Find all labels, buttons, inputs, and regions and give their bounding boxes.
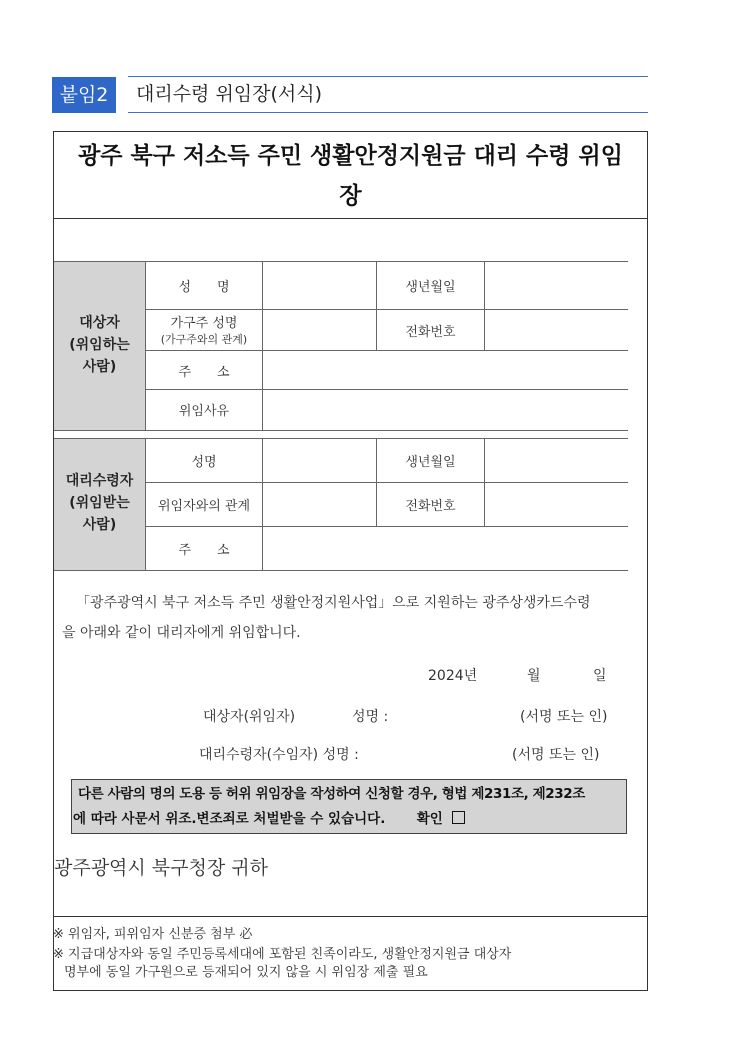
note-2-line2: 명부에 동일 가구원으로 등재되어 있지 않을 시 위임장 제출 필요 — [64, 965, 428, 980]
title-rule-top — [128, 76, 648, 77]
principal-householder-field[interactable] — [264, 311, 374, 348]
confirm-checkbox[interactable] — [452, 811, 465, 824]
agent-border-top — [54, 438, 628, 439]
principal-side-label-3: 사람) — [82, 359, 117, 375]
agent-birth-field[interactable] — [486, 440, 626, 480]
document-title — [53, 132, 648, 219]
agent-birth-label: 생년월일 — [405, 455, 456, 470]
date-month: 월 — [527, 668, 541, 684]
agent-side-label-3: 사람) — [82, 517, 117, 533]
warning-line2: 에 따라 사문서 위조.변조죄로 처벌받을 수 있습니다. — [73, 811, 386, 827]
agent-relation-label: 위임자와의 관계 — [157, 499, 251, 514]
title-rule-bottom — [128, 112, 648, 113]
agent-address-field[interactable] — [264, 528, 626, 568]
agent-signature-label: 대리수령자(수임자) 성명 : — [199, 747, 359, 763]
principal-border-bottom — [54, 430, 628, 431]
date-year: 2024년 — [428, 668, 478, 684]
document-title-line2: 장 — [339, 183, 362, 209]
principal-side-label-1: 대상자 — [79, 315, 120, 331]
agent-phone-label: 전화번호 — [405, 499, 456, 514]
confirm-label: 확인 — [416, 811, 443, 827]
principal-birth-field[interactable] — [486, 263, 626, 307]
principal-householder-label: 가구주 성명 — [170, 316, 238, 331]
principal-row-sep-2 — [145, 350, 628, 351]
agent-border-bottom — [54, 570, 628, 571]
principal-side-label — [54, 312, 145, 378]
principal-col-sep-4 — [484, 262, 485, 350]
notes-separator — [53, 916, 648, 917]
agent-signature-mark: (서명 또는 인) — [512, 747, 600, 763]
principal-row-sep-3 — [145, 389, 628, 390]
agent-phone-field[interactable] — [486, 484, 626, 524]
principal-phone-label: 전화번호 — [405, 325, 456, 340]
statement-line2: 을 아래와 같이 대리자에게 위임합니다. — [62, 625, 301, 641]
agent-name-field[interactable] — [264, 440, 374, 480]
warning-line1: 다른 사람의 명의 도용 등 허위 위임장을 작성하여 신청할 경우, 형법 제231조, 제232조 — [78, 786, 585, 802]
statement-line1: 「광주광역시 북구 저소득 주민 생활안정지원사업」으로 지원하는 광주상생카드수령 — [76, 595, 591, 611]
agent-col-sep-4 — [484, 439, 485, 526]
agent-row-sep-1 — [145, 482, 628, 483]
principal-address-field[interactable] — [264, 352, 626, 387]
agent-address-label: 주 소 — [178, 543, 230, 558]
principal-reason-field[interactable] — [264, 391, 626, 428]
agent-relation-field[interactable] — [264, 484, 374, 524]
principal-side-label-2: (위임하는 — [69, 337, 130, 353]
principal-reason-label: 위임사유 — [178, 404, 230, 419]
annex-tag: 붙임2 — [52, 77, 116, 113]
annex-title: 대리수령 위임장(서식) — [136, 83, 323, 105]
principal-signature-name: 성명 : — [352, 709, 389, 725]
principal-signature-mark: (서명 또는 인) — [520, 709, 608, 725]
agent-side-label-2: (위임받는 — [69, 495, 130, 511]
date-day: 일 — [593, 668, 607, 684]
principal-address-label: 주 소 — [178, 365, 230, 380]
principal-householder-sub: (가구주와의 관계) — [160, 333, 248, 346]
document-title-line1: 광주 북구 저소득 주민 생활안정지원금 대리 수령 위임 — [78, 143, 623, 169]
principal-col-sep-2 — [262, 262, 263, 430]
principal-border-top — [54, 261, 628, 262]
agent-name-label: 성명 — [191, 455, 217, 470]
principal-name-label: 성 명 — [178, 280, 230, 295]
agent-side-label-1: 대리수령자 — [65, 473, 134, 489]
agent-col-sep-2 — [262, 439, 263, 570]
note-1: ※ 위임자, 피위임자 신분증 첨부 必 — [53, 927, 253, 942]
principal-name-field[interactable] — [264, 263, 374, 307]
principal-row-sep-1 — [145, 309, 628, 310]
warning-line2-row — [73, 807, 626, 832]
note-2-line1: ※ 지급대상자와 동일 주민등록세대에 포함된 친족이라도, 생활안정지원금 대상자 — [53, 947, 512, 962]
principal-signature-label: 대상자(위임자) — [203, 709, 296, 725]
agent-side-label — [54, 470, 145, 536]
principal-phone-field[interactable] — [486, 311, 626, 348]
addressee: 광주광역시 북구청장 귀하 — [54, 857, 268, 879]
principal-birth-label: 생년월일 — [405, 280, 456, 295]
legal-warning-box — [71, 779, 627, 834]
delegation-statement — [62, 588, 646, 648]
agent-row-sep-2 — [145, 526, 628, 527]
